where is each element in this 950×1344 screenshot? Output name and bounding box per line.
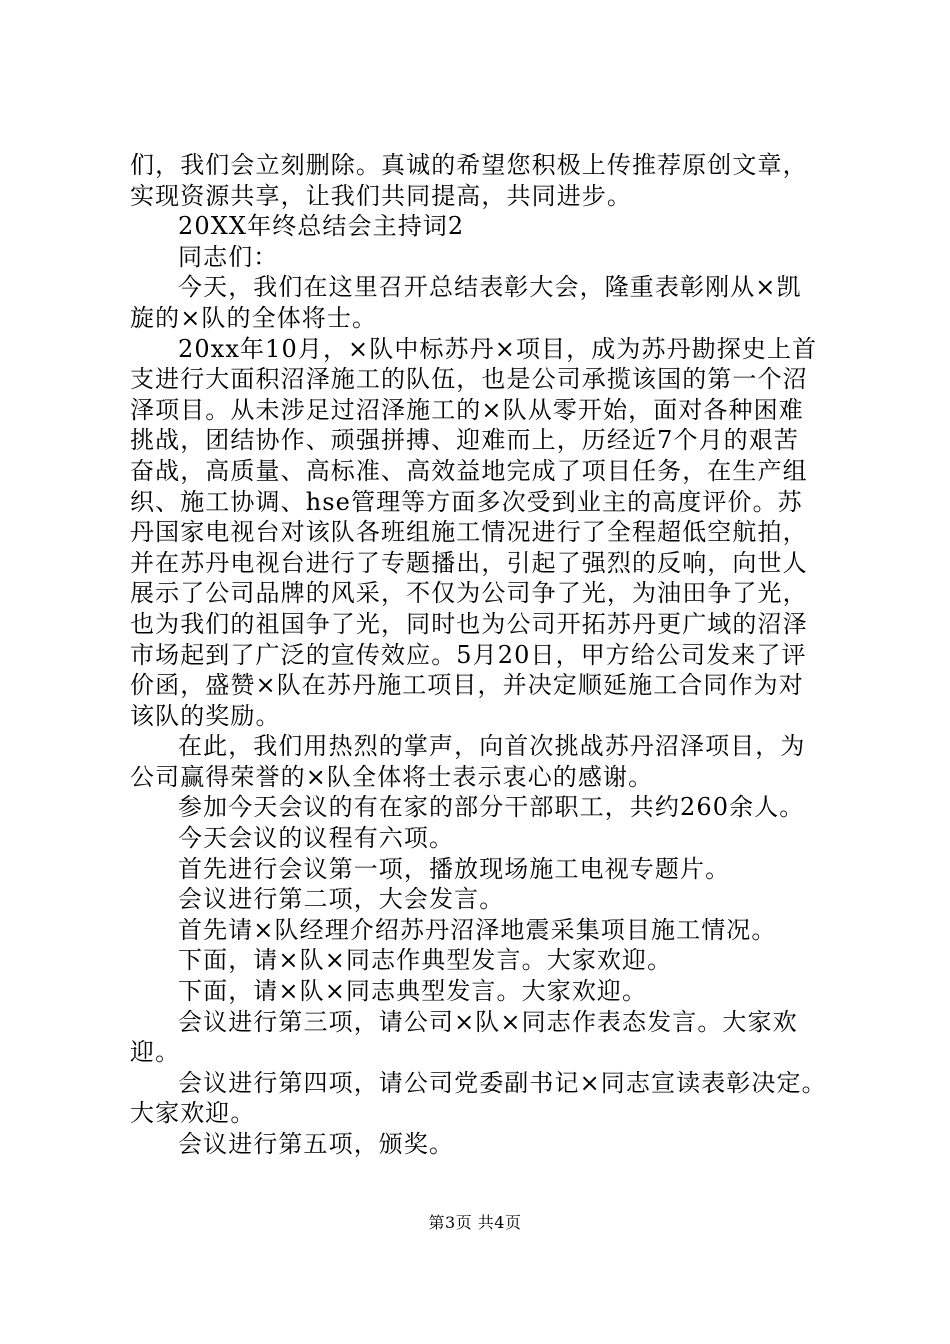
page-footer: 第3页 共4页 xyxy=(428,1213,522,1232)
text-line: 织、施工协调、hse管理等方面多次受到业主的高度评价。苏 xyxy=(130,487,803,516)
text-line: 支进行大面积沼泽施工的队伍，也是公司承揽该国的第一个沼 xyxy=(130,365,808,394)
text-line: 展示了公司品牌的风采，不仅为公司争了光，为油田争了光， xyxy=(130,579,808,608)
text-line: 泽项目。从未涉足过沼泽施工的×队从零开始，面对各种困难 xyxy=(130,395,804,424)
text-line: 旋的×队的全体将士。 xyxy=(130,303,378,332)
text-line: 同志们： xyxy=(178,242,279,271)
text-line: 20XX年终总结会主持词2 xyxy=(178,212,465,241)
text-line: 大家欢迎。 xyxy=(130,1099,256,1128)
text-line: 首先进行会议第一项，播放现场施工电视专题片。 xyxy=(178,854,731,883)
text-line: 会议进行第三项，请公司×队×同志作表态发言。大家欢 xyxy=(178,1007,798,1036)
text-line: 下面，请×队×同志作典型发言。大家欢迎。 xyxy=(178,946,673,975)
text-line: 会议进行第五项，颁奖。 xyxy=(178,1130,455,1158)
text-line: 迎。 xyxy=(130,1038,181,1067)
text-line: 在此，我们用热烈的掌声，向首次挑战苏丹沼泽项目，为 xyxy=(178,732,806,761)
text-line: 们，我们会立刻删除。真诚的希望您积极上传推荐原创文章， xyxy=(130,151,808,179)
text-line: 实现资源共享，让我们共同提高，共同进步。 xyxy=(130,181,632,210)
text-line: 也为我们的祖国争了光，同时也为公司开拓苏丹更广域的沼泽 xyxy=(130,609,808,638)
document-body xyxy=(130,150,840,1160)
text-line: 今天，我们在这里召开总结表彰大会，隆重表彰刚从×凯 xyxy=(178,273,802,302)
text-line: 市场起到了广泛的宣传效应。5月20日，甲方给公司发来了评 xyxy=(130,640,807,669)
text-line: 丹国家电视台对该队各班组施工情况进行了全程超低空航拍， xyxy=(130,518,808,547)
text-line: 20xx年10月，×队中标苏丹×项目，成为苏丹勘探史上首 xyxy=(178,334,818,363)
text-line: 今天会议的议程有六项。 xyxy=(178,824,455,853)
text-line: 参加今天会议的有在家的部分干部职工，共约260余人。 xyxy=(178,793,805,822)
text-line: 奋战，高质量、高标准、高效益地完成了项目任务，在生产组 xyxy=(130,456,808,485)
text-line: 会议进行第四项，请公司党委副书记×同志宣读表彰决定。 xyxy=(178,1068,827,1097)
text-line: 价函，盛赞×队在苏丹施工项目，并决定顺延施工合同作为对 xyxy=(130,671,804,700)
text-line: 会议进行第二项，大会发言。 xyxy=(178,885,505,914)
text-line: 下面，请×队×同志典型发言。大家欢迎。 xyxy=(178,977,648,1006)
text-line: 该队的奖励。 xyxy=(130,701,281,730)
text-line: 公司赢得荣誉的×队全体将士表示衷心的感谢。 xyxy=(130,762,654,791)
text-line: 首先请×队经理介绍苏丹沼泽地震采集项目施工情况。 xyxy=(178,915,777,944)
text-line: 并在苏丹电视台进行了专题播出，引起了强烈的反响，向世人 xyxy=(130,548,808,577)
text-line: 挑战，团结协作、顽强拼搏、迎难而上，历经近7个月的艰苦 xyxy=(130,426,799,455)
